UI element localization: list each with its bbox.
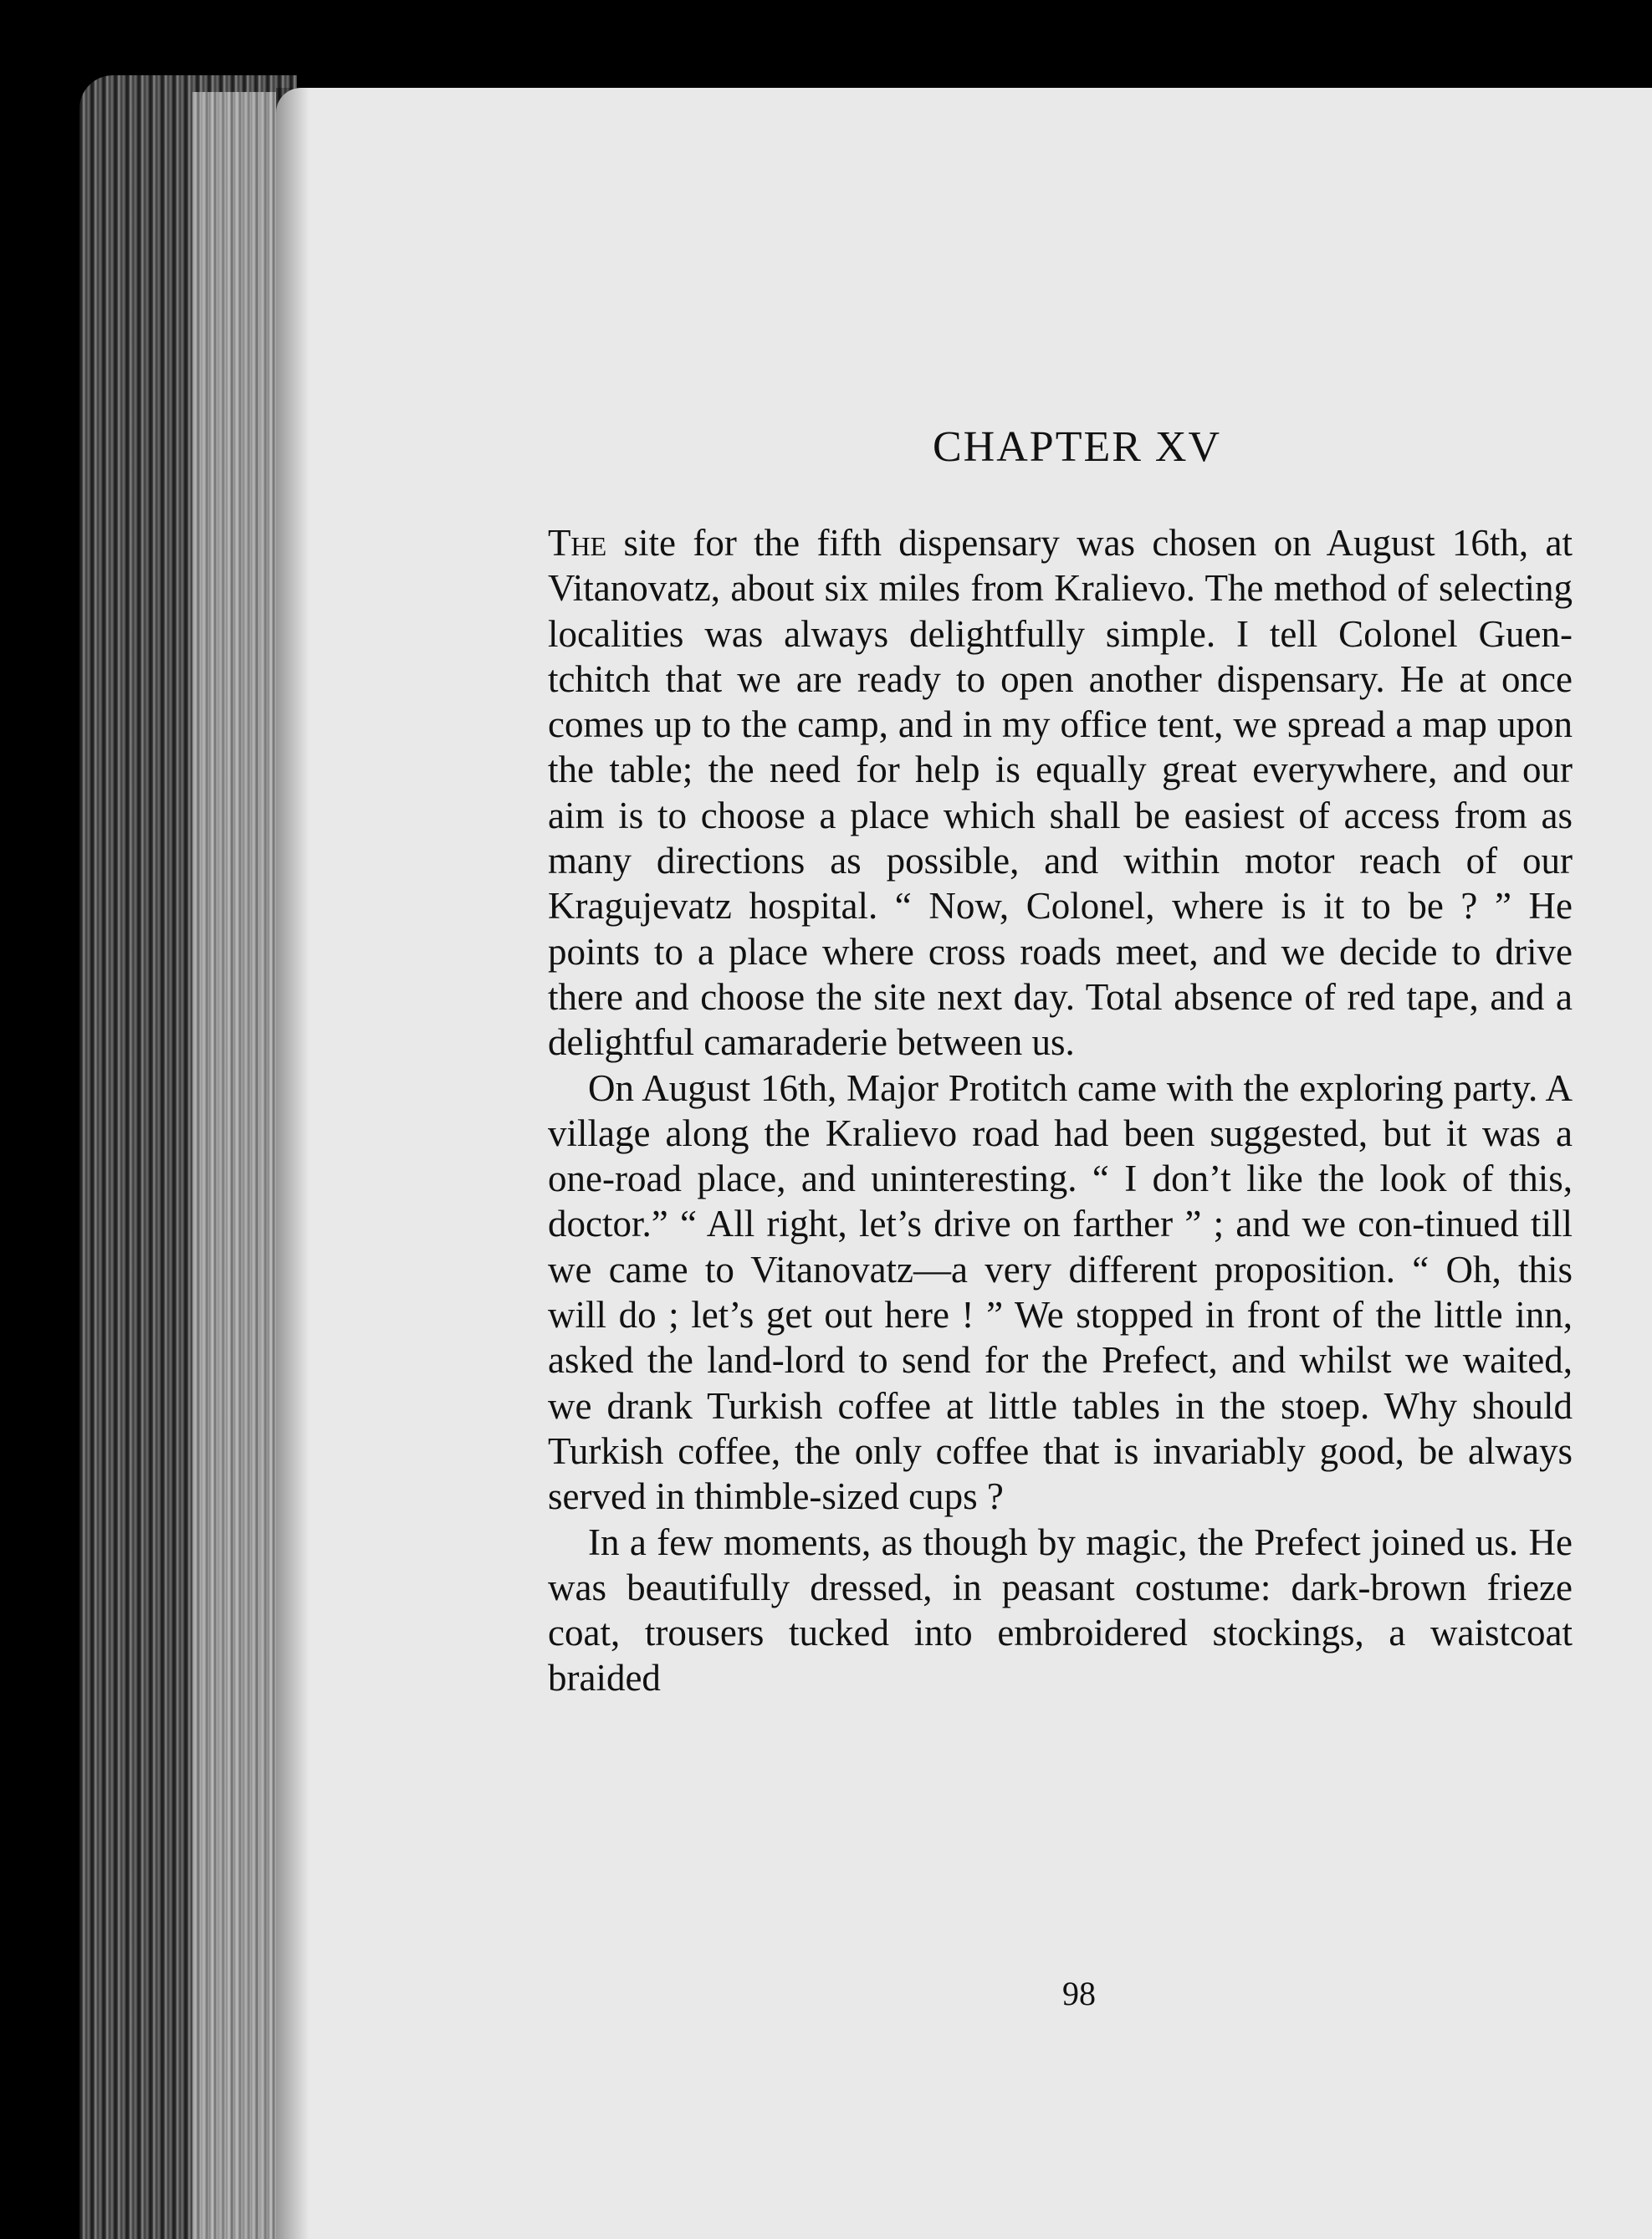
paragraph-body: On August 16th, Major Protitch came with the exploring party. A village along the Kralievo road had been suggested, but it was a one-road place, and uninteresting. “ I don’t like the look of this, doctor.” “ All right, let’s drive on farther ” ; and we con-tinued till we came to Vitanovatz—a very different proposition. “ Oh, this will do ; let’s get out here ! ” We stopped in front of the little inn, asked the land-lord to send for the Prefect, and whilst we waited, we drank Turkish coffee at little tables in the stoep. Why should Turkish coffee, the only coffee that is invariably good, be always served in thimble-sized cups ?	[548, 1066, 1573, 1518]
paragraph-1	[548, 520, 1573, 1066]
paragraph-body: In a few moments, as though by magic, the Prefect joined us. He was beautifully dressed, in peasant costume: dark-brown frieze coat, trousers tucked into embroidered stockings, a waistcoat braided	[548, 1521, 1573, 1700]
paragraph-3	[548, 1520, 1573, 1701]
paragraph-2	[548, 1066, 1573, 1520]
page-gutter-shadow	[276, 88, 309, 2239]
paragraph-lead-word: The	[548, 522, 607, 564]
page-number: 98	[1062, 1975, 1096, 2012]
paragraph-body: site for the fifth dispensary was chosen on August 16th, at Vitanovatz, about six miles from Kralievo. The method of selecting localities was always delightfully simple. I tell Colonel Guen-tchitch that we are ready to open another dispensary. He at once comes up to the camp, and in my office tent, we spread a map upon the table; the need for help is equally great everywhere, and our aim is to choose a place which shall be easiest of access from as many directions as possible, and within motor reach of our Kragujevatz hospital. “ Now, Colonel, where is it to be ? ” He points to a place where cross roads meet, and we decide to drive there and choose the site next day. Total absence of red tape, and a delightful camaraderie between us.	[548, 522, 1573, 1064]
chapter-title: CHAPTER XV	[932, 423, 1222, 471]
page-text-block	[548, 422, 1573, 1701]
book-page-edges-highlight	[192, 92, 276, 2239]
